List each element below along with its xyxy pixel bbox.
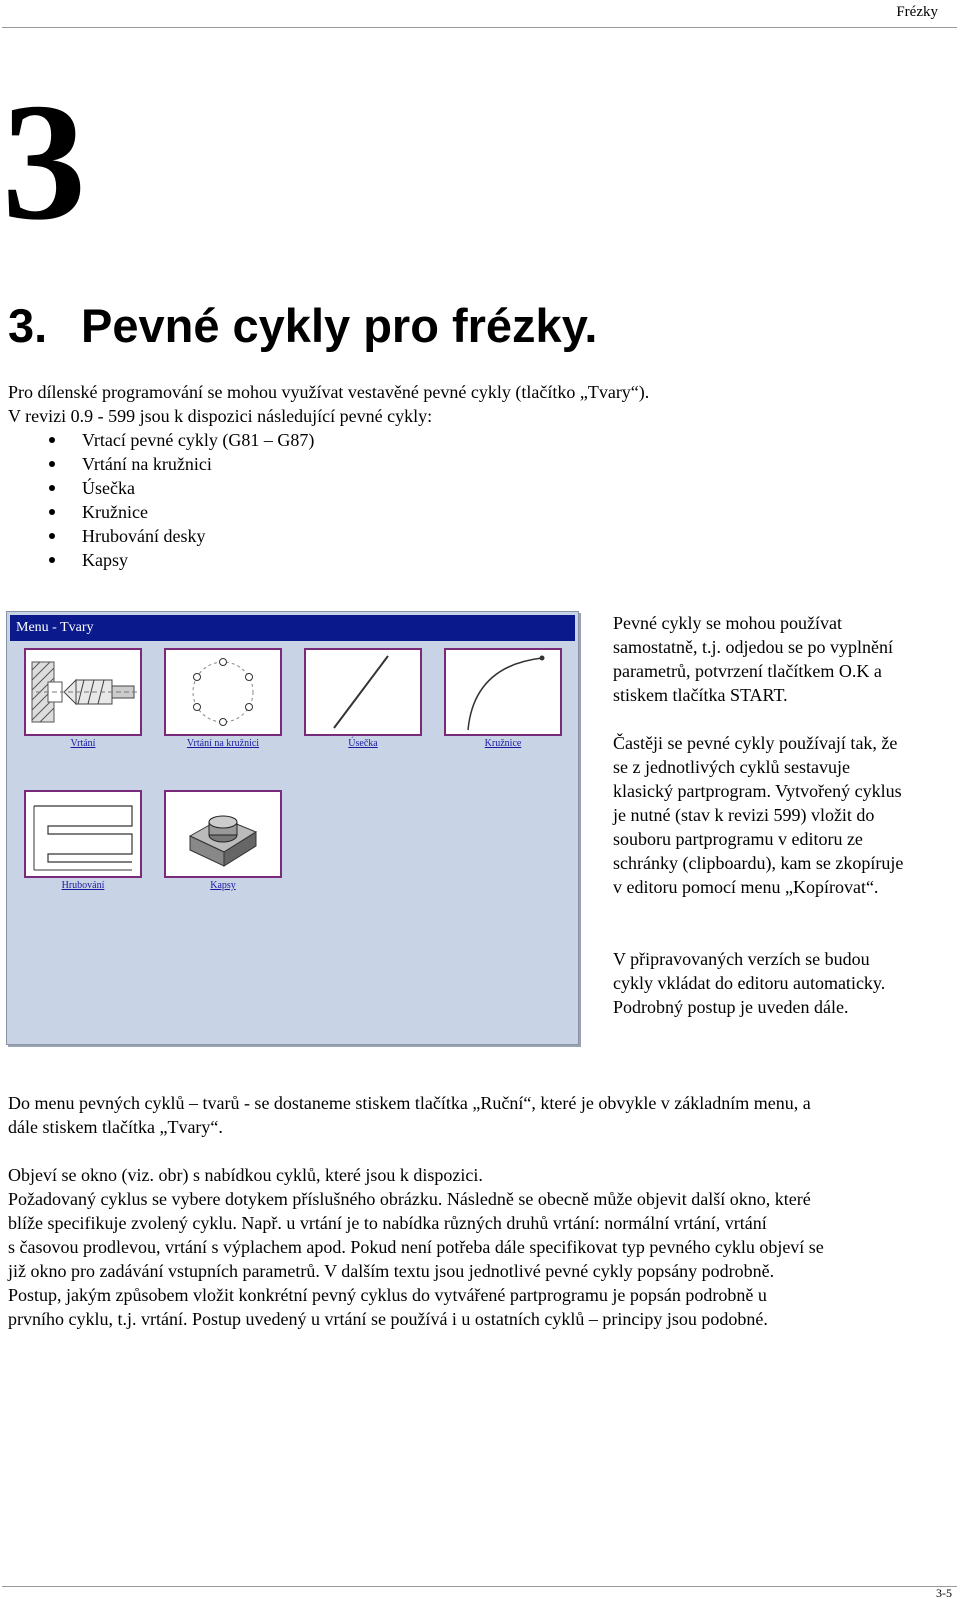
text-line: Požadovaný cyklus se vybere dotykem příslušného obrázku. Následně se obecně může objevit další okno, které — [8, 1189, 811, 1209]
pocket-icon — [166, 792, 280, 876]
tile-label-hrubovani[interactable]: Hrubování — [61, 880, 105, 891]
text-line: souboru partprogramu v editoru ze — [613, 829, 863, 849]
roughing-icon — [26, 792, 140, 876]
text-line: s časovou prodlevou, vrtání s výplachem apod. Pokud není potřeba dále specifikovat typ pevného cyklu objeví se — [8, 1237, 824, 1257]
intro-line: Pro dílenské programování se mohou využívat vestavěné pevné cykly (tlačítko „Tvary“). — [8, 382, 650, 402]
side-paragraph-2 — [613, 731, 953, 899]
text-line: v editoru pomocí menu „Kopírovat“. — [613, 877, 879, 897]
running-header-title: Frézky — [896, 4, 938, 20]
cycle-list — [8, 428, 948, 572]
tile-usecka[interactable] — [304, 648, 422, 736]
tile-label-kruznice[interactable]: Kružnice — [484, 738, 522, 749]
tile-kapsy[interactable] — [164, 790, 282, 878]
list-item: Vrtací pevné cykly (G81 – G87) — [8, 428, 948, 452]
page-number: 3-5 — [936, 1586, 952, 1600]
text-line: již okno pro zadávání vstupních parametrů. V dalším textu jsou jednotlivé pevné cykly popsány podrobně. — [8, 1261, 775, 1281]
chapter-heading — [8, 298, 597, 354]
tile-vrtani[interactable] — [24, 648, 142, 736]
text-line: schránky (clipboardu), kam se zkopíruje — [613, 853, 904, 873]
text-line: je nutné (stav k revizi 599) vložit do — [613, 805, 875, 825]
text-line: Pevné cykly se mohou používat — [613, 613, 842, 633]
menu-tvary-window — [6, 611, 579, 1045]
list-item: Kapsy — [8, 548, 948, 572]
text-line: Do menu pevných cyklů – tvarů - se dostaneme stiskem tlačítka „Ruční“, které je obvykle v základním menu, a — [8, 1093, 811, 1113]
tile-label-vrtani[interactable]: Vrtání — [70, 738, 96, 749]
tile-vrtani-na-kruznici[interactable] — [164, 648, 282, 736]
list-item: Vrtání na kružnici — [8, 452, 948, 476]
text-line: V připravovaných verzích se budou — [613, 949, 870, 969]
text-line: stiskem tlačítka START. — [613, 685, 788, 705]
chapter-heading-text: Pevné cykly pro frézky. — [81, 299, 598, 352]
side-paragraph-3 — [613, 947, 953, 1019]
intro-line: V revizi 0.9 - 599 jsou k dispozici následující pevné cykly: — [8, 406, 433, 426]
intro-section — [8, 380, 948, 572]
tile-kruznice[interactable] — [444, 648, 562, 736]
side-paragraph-1 — [613, 611, 953, 707]
list-item: Hrubování desky — [8, 524, 948, 548]
header-rule — [2, 27, 957, 28]
text-line: blíže specifikuje zvolený cyklu. Např. u vrtání je to nabídka různých druhů vrtání: normální vrtání, vrtání — [8, 1213, 767, 1233]
tile-label-usecka[interactable]: Úsečka — [348, 738, 378, 749]
chapter-number: 3 — [2, 69, 86, 255]
list-item: Úsečka — [8, 476, 948, 500]
text-line: Objeví se okno (viz. obr) s nabídkou cyklů, které jsou k dispozici. — [8, 1165, 483, 1185]
drilling-icon — [26, 650, 140, 734]
text-line: Častěji se pevné cykly používají tak, že — [613, 733, 898, 753]
text-line: klasický partprogram. Vytvořený cyklus — [613, 781, 902, 801]
text-line: se z jednotlivých cyklů sestavuje — [613, 757, 850, 777]
tile-label-vrtani-na-kruznici[interactable]: Vrtání na kružnici — [186, 738, 260, 749]
arc-icon — [446, 650, 560, 734]
text-line: Podrobný postup je uveden dále. — [613, 997, 849, 1017]
text-line: samostatně, t.j. odjedou se po vyplnění — [613, 637, 893, 657]
footer-rule — [2, 1586, 957, 1587]
tile-label-kapsy[interactable]: Kapsy — [210, 880, 236, 891]
text-line: cykly vkládat do editoru automaticky. — [613, 973, 886, 993]
bottom-section — [8, 1091, 953, 1331]
list-item: Kružnice — [8, 500, 948, 524]
text-line: prvního cyklu, t.j. vrtání. Postup uvedený u vrtání se používá i u ostatních cyklů – principy jsou podobné. — [8, 1309, 768, 1329]
window-titlebar: Menu - Tvary — [10, 615, 575, 641]
text-line: dále stiskem tlačítka „Tvary“. — [8, 1117, 223, 1137]
line-segment-icon — [306, 650, 420, 734]
circle-holes-icon — [166, 650, 280, 734]
text-line: Postup, jakým způsobem vložit konkrétní pevný cyklus do vytvářené partprogramu je popsán podrobně u — [8, 1285, 767, 1305]
tile-hrubovani[interactable] — [24, 790, 142, 878]
text-line: parametrů, potvrzení tlačítkem O.K a — [613, 661, 882, 681]
chapter-heading-number: 3. — [8, 299, 48, 352]
